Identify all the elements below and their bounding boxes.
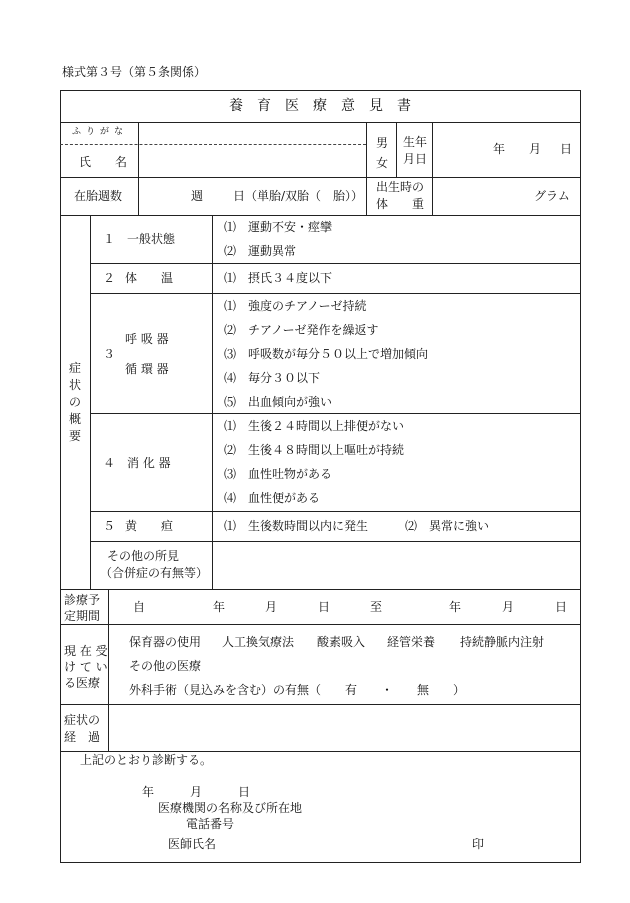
respiratory-label-num: ３ — [103, 347, 116, 361]
name-field[interactable] — [140, 146, 364, 176]
digestive-option[interactable]: ⑴ 生後２４時間以上排便がない — [224, 419, 405, 433]
singleton-twin[interactable]: （単胎/双胎（ 胎）） — [245, 189, 364, 203]
treatment-option-tube-feeding[interactable]: 経管栄養 — [387, 635, 436, 649]
birthdate-label-2: 月日 — [403, 152, 428, 166]
jaundice-label: 黄 疸 — [125, 519, 174, 533]
birthdate-year[interactable]: 年 — [493, 142, 506, 156]
temperature-label-num: ２ — [103, 271, 116, 285]
treatment-period-label-1: 診療予 — [64, 593, 101, 607]
digestive-option[interactable]: ⑶ 血性吐物がある — [224, 467, 333, 481]
respiratory-label: 呼 吸 器 — [125, 332, 169, 346]
gestation-label: 在胎週数 — [74, 189, 123, 203]
birth-weight-label-1: 出生時の — [376, 180, 425, 194]
birthdate-month[interactable]: 月 — [529, 142, 542, 156]
general-state-option[interactable]: ⑴ 運動不安・痙攣 — [224, 220, 333, 234]
respiratory-option[interactable]: ⑷ 毎分３０以下 — [224, 371, 321, 385]
period-to-day[interactable]: 日 — [555, 600, 568, 614]
form-title: 養 育 医 療 意 見 書 — [229, 98, 411, 114]
jaundice-option[interactable]: ⑴ 生後数時間以内に発生 — [224, 519, 369, 533]
circulatory-label: 循 環 器 — [125, 362, 169, 376]
complications-label: （合併症の有無等） — [100, 566, 209, 580]
furigana-label: ふりがな — [72, 127, 129, 137]
jaundice-label-num: ５ — [103, 519, 116, 533]
form-number: 様式第３号（第５条関係） — [62, 65, 207, 79]
jaundice-option[interactable]: ⑵ 異常に強い — [405, 519, 490, 533]
treatment-option-iv[interactable]: 持続静脈内注射 — [460, 635, 545, 649]
doctor-name-label: 医師氏名 — [168, 837, 217, 851]
gestation-day[interactable]: 日 — [233, 189, 246, 203]
gestation-week[interactable]: 週 — [191, 189, 204, 203]
general-state-label: １ 一般状態 — [103, 232, 176, 246]
general-state-option[interactable]: ⑵ 運動異常 — [224, 244, 297, 258]
period-from: 自 — [133, 600, 146, 614]
progress-label-2: 経 過 — [64, 730, 101, 744]
name-label: 氏 名 — [79, 155, 128, 169]
treatment-other[interactable]: その他の医療 — [129, 659, 202, 673]
period-from-year[interactable]: 年 — [213, 600, 226, 614]
period-to-year[interactable]: 年 — [449, 600, 462, 614]
respiratory-option[interactable]: ⑸ 出血傾向が強い — [224, 395, 333, 409]
digestive-option[interactable]: ⑵ 生後４８時間以上嘔吐が持続 — [224, 443, 405, 457]
symptoms-label: 症 状 の 概 要 — [68, 361, 81, 443]
progress-field[interactable] — [110, 706, 578, 749]
respiratory-option[interactable]: ⑵ チアノーゼ発作を繰返す — [224, 323, 379, 337]
sex-male[interactable]: 男 — [376, 136, 389, 150]
treatment-option-ventilation[interactable]: 人工換気療法 — [222, 635, 295, 649]
temperature-label: 体 温 — [125, 271, 174, 285]
furigana-field[interactable] — [140, 124, 364, 143]
current-treatment-label-3: る医療 — [64, 676, 101, 690]
seal-mark: 印 — [472, 837, 485, 851]
institution-label: 医療機関の名称及び所在地 — [158, 801, 303, 815]
current-treatment-label-1: 現 在 受 — [64, 644, 108, 658]
respiratory-option[interactable]: ⑴ 強度のチアノーゼ持続 — [224, 299, 367, 313]
birth-weight-unit[interactable]: グラム — [534, 189, 570, 203]
phone-label: 電話番号 — [186, 817, 235, 831]
current-treatment-label-2: け て い — [64, 660, 108, 674]
birth-weight-label-2: 体 重 — [376, 197, 425, 211]
other-findings-field[interactable] — [214, 543, 578, 587]
period-from-day[interactable]: 日 — [318, 600, 331, 614]
birthdate-day[interactable]: 日 — [560, 142, 573, 156]
surgery-question[interactable]: 外科手術（見込みを含む）の有無（ 有 ・ 無 ） — [129, 683, 466, 697]
respiratory-option[interactable]: ⑶ 呼吸数が毎分５０以上で増加傾向 — [224, 347, 429, 361]
period-to: 至 — [370, 600, 383, 614]
treatment-period-label-2: 定期間 — [64, 609, 101, 623]
digestive-option[interactable]: ⑷ 血性便がある — [224, 491, 321, 505]
treatment-option-incubator[interactable]: 保育器の使用 — [129, 635, 202, 649]
progress-label-1: 症状の — [64, 713, 101, 727]
other-findings-label: その他の所見 — [107, 549, 180, 563]
treatment-option-oxygen[interactable]: 酸素吸入 — [317, 635, 366, 649]
period-to-month[interactable]: 月 — [502, 600, 515, 614]
diagnosis-date[interactable]: 年 月 日 — [142, 785, 251, 799]
period-from-month[interactable]: 月 — [265, 600, 278, 614]
temperature-option[interactable]: ⑴ 摂氏３４度以下 — [224, 271, 333, 285]
birthdate-label-1: 生年 — [403, 135, 428, 149]
diagnosis-statement: 上記のとおり診断する。 — [80, 753, 213, 767]
sex-female[interactable]: 女 — [376, 156, 389, 170]
digestive-label: ４ 消 化 器 — [103, 456, 171, 470]
